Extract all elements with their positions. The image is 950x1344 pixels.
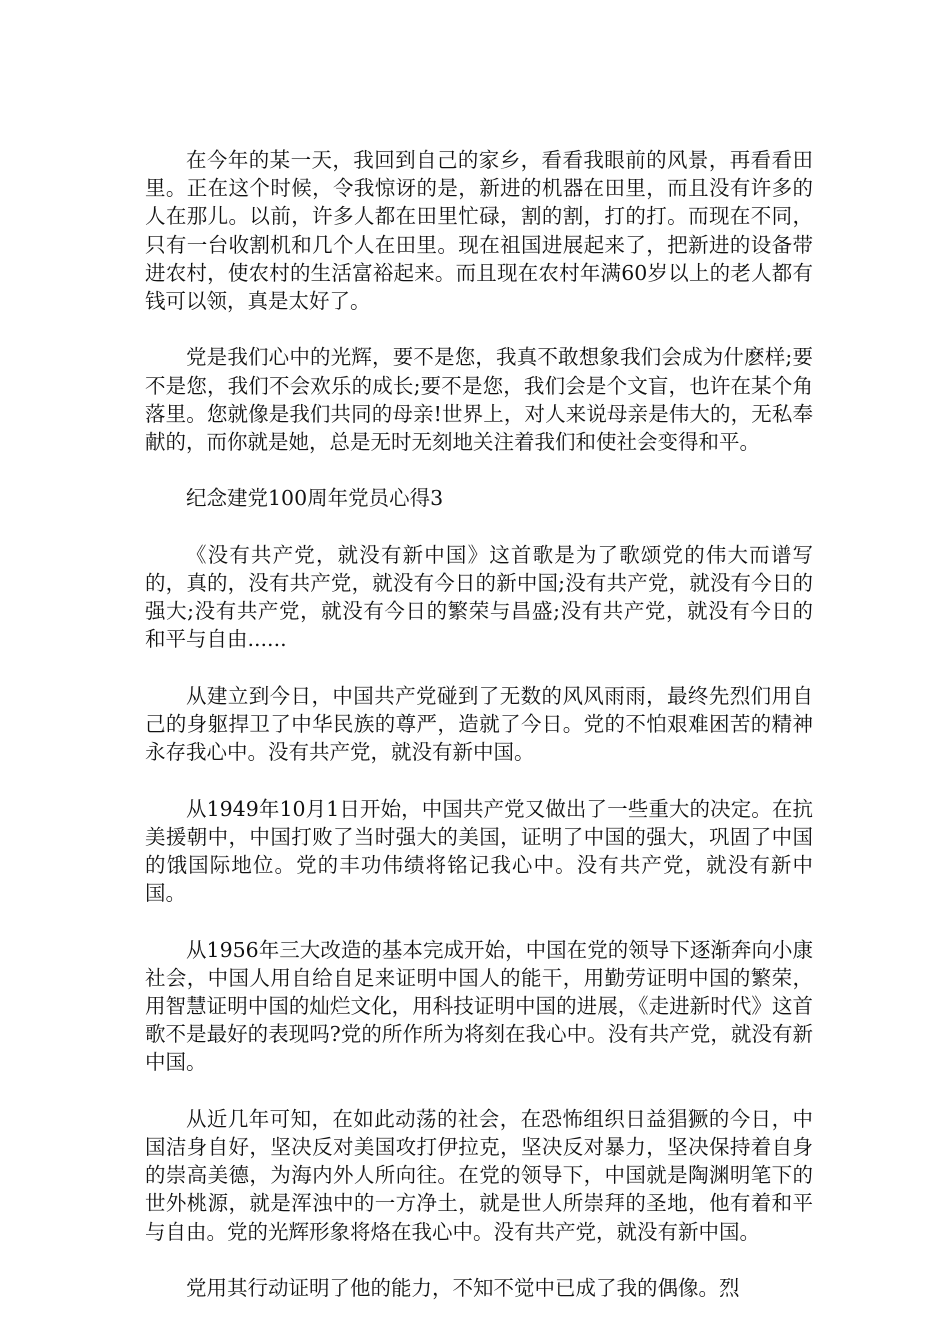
paragraph-song: 《没有共产党，就没有新中国》这首歌是为了歌颂党的伟大而谱写的，真的，没有共产党，就没有今日的新中国;没有共产党，就没有今日的强大;没有共产党，就没有今日的繁荣与昌盛;没有共产党，就没有今日的和平与自由......	[145, 542, 813, 652]
paragraph-recent-years: 从近几年可知，在如此动荡的社会，在恐怖组织日益猖獗的今日，中国洁身自好，坚决反对美国攻打伊拉克，坚决反对暴力，坚决保持着自身的崇高美德，为海内外人所向往。在党的领导下，中国就是陶渊明笔下的世外桃源，就是浑浊中的一方净土，就是世人所崇拜的圣地，他有着和平与自由。党的光辉形象将烙在我心中。没有共产党，就没有新中国。	[145, 1106, 813, 1244]
paragraph-1956: 从1956年三大改造的基本完成开始，中国在党的领导下逐渐奔向小康社会，中国人用自给自足来证明中国人的能干，用勤劳证明中国的繁荣，用智慧证明中国的灿烂文化，用科技证明中国的进展，《走进新时代》这首歌不是最好的表现吗?党的所作所为将刻在我心中。没有共产党，就没有新中国。	[145, 937, 813, 1075]
section-heading: 纪念建党100周年党员心得3	[186, 486, 444, 511]
paragraph-1949: 从1949年10月1日开始，中国共产党又做出了一些重大的决定。在抗美援朝中，中国打败了当时强大的美国，证明了中国的强大，巩固了中国的饿国际地位。党的丰功伟绩将铭记我心中。没有共产党，就没有新中国。	[145, 796, 813, 906]
paragraph-idol: 党用其行动证明了他的能力，不知不觉中已成了我的偶像。烈	[186, 1276, 740, 1300]
paragraph-founding: 从建立到今日，中国共产党碰到了无数的风风雨雨，最终先烈们用自己的身躯捍卫了中华民族的尊严，造就了今日。党的不怕艰难困苦的精神永存我心中。没有共产党，就没有新中国。	[145, 683, 813, 765]
document-page	[145, 146, 813, 1330]
paragraph-party-light: 党是我们心中的光辉，要不是您，我真不敢想象我们会成为什麽样;要不是您，我们不会欢乐的成长;要不是您，我们会是个文盲，也许在某个角落里。您就像是我们共同的母亲!世界上，对人来说母亲是伟大的，无私奉献的，而你就是她，总是无时无刻地关注着我们和使社会变得和平。	[145, 345, 813, 455]
paragraph-hometown: 在今年的某一天，我回到自己的家乡，看看我眼前的风景，再看看田里。正在这个时候，令我惊讶的是，新进的机器在田里，而且没有许多的人在那儿。以前，许多人都在田里忙碌，割的割，打的打。而现在不同，只有一台收割机和几个人在田里。现在祖国进展起来了，把新进的设备带进农村，使农村的生活富裕起来。而且现在农村年满60岁以上的老人都有钱可以领，真是太好了。	[145, 148, 813, 314]
